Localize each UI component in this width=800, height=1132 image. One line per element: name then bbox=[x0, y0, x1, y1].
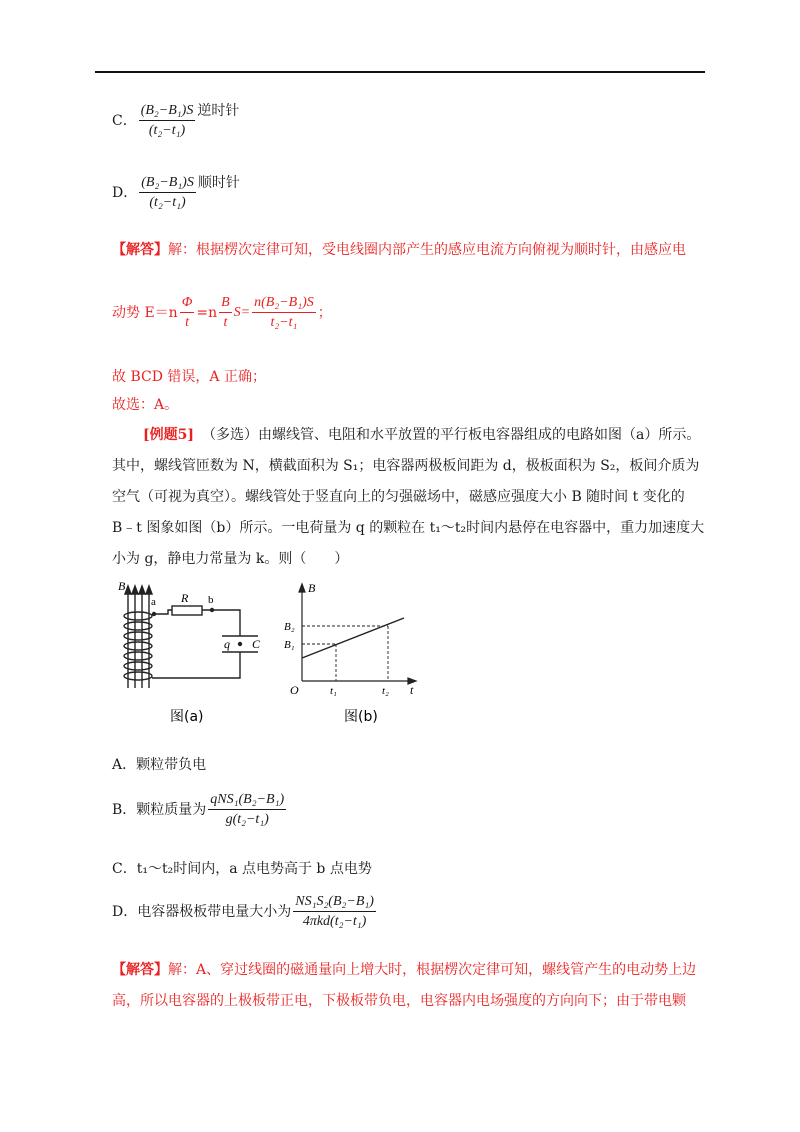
choice-d: D．电容器极板带电量大小为 $\frac{\text{NS₁S₂(B₂−B₁)}}{\text{4πkd(t₂−t₁)}}$ bbox=[112, 894, 374, 929]
label-r: R bbox=[181, 591, 189, 605]
graph-label-b1: B₁ bbox=[284, 639, 295, 651]
label-q: q bbox=[224, 637, 230, 651]
answer-line-3: 故 BCD 错误，A 正确； bbox=[112, 369, 266, 385]
answer2-line-1: 【解答】解：A、穿过线圈的磁通量向上增大时，根据楞次定律可知，螺线管产生的电动势上边 bbox=[112, 962, 697, 978]
answer-line-2: 动势 E＝n $\frac{\Phi}{t}$ =n $\frac{B}{t}$ S= $\frac{\text{n(B₂−B₁)S}}{\text{t₂−t₁}}$ ； bbox=[112, 295, 332, 330]
example-line-4: B﹣t 图象如图（b）所示。一电荷量为 q 的颗粒在 t₁～t₂时间内悬停在电容器中，重力加速度大 bbox=[112, 520, 705, 536]
label-a: a bbox=[151, 596, 156, 608]
graph-label-t1: t₁ bbox=[330, 685, 337, 697]
example-line-2: 其中，螺线管匝数为 N，横截面积为 S₁；电容器两极板间距为 d，极板面积为 S₂，板间介质为 bbox=[112, 458, 700, 474]
choice-b: B．颗粒质量为 $\frac{\text{qNS₁(B₂−B₁)}}{\text{g(t₂−t₁)}}$ bbox=[112, 792, 285, 827]
example-line-3: 空气（可视为真空）。螺线管处于竖直向上的匀强磁场中，磁感应强度大小 B 随时间 t 变化的 bbox=[112, 489, 685, 505]
fraction-result: $\frac{\text{n(B₂−B₁)S}}{\text{t₂−t₁}}$ bbox=[254, 295, 314, 330]
label-c: C bbox=[252, 637, 261, 651]
label-b-field: B bbox=[118, 579, 126, 593]
caption-b: 图(b) bbox=[344, 709, 378, 725]
label-b: b bbox=[208, 594, 214, 606]
fraction: $\frac{\text{(B₂−B₁)S}}{\text{(t₂−t₁)}}$ bbox=[141, 175, 194, 210]
example-line-1: [例题5] （多选）由螺线管、电阻和水平放置的平行板电容器组成的电路如图（a）所示。 bbox=[143, 427, 701, 443]
graph-label-b2: B₂ bbox=[284, 621, 295, 633]
caption-a: 图(a) bbox=[170, 709, 204, 725]
figure-b-graph bbox=[299, 584, 416, 684]
fraction-b-t: $\frac{B}{t}$ bbox=[221, 295, 230, 330]
answer2-line-2: 高，所以电容器的上极板带正电，下极板带负电，电容器内电场强度的方向向下；由于带电颗 bbox=[112, 993, 686, 1009]
option-c: C． $\frac{\text{(B₂−B₁)S}}{\text{(t₂−t₁)}}$ 逆时针 bbox=[112, 103, 240, 138]
node-b bbox=[210, 608, 214, 612]
choice-a: A．颗粒带负电 bbox=[112, 757, 207, 773]
graph-origin: O bbox=[290, 683, 299, 697]
circuit-and-graph bbox=[112, 578, 432, 728]
figure bbox=[112, 578, 432, 732]
fraction: $\frac{\text{(B₂−B₁)S}}{\text{(t₂−t₁)}}$ bbox=[140, 103, 194, 138]
choice-c: C．t₁～t₂时间内，a 点电势高于 b 点电势 bbox=[112, 861, 372, 877]
fraction-charge: $\frac{\text{NS₁S₂(B₂−B₁)}}{\text{4πkd(t₂−t₁)}}$ bbox=[295, 894, 374, 929]
graph-label-t2: t₂ bbox=[382, 685, 389, 697]
header-rule bbox=[95, 71, 705, 73]
charged-particle bbox=[238, 642, 242, 646]
graph-axis-b: B bbox=[308, 581, 316, 595]
answer-line-1: 【解答】解：根据楞次定律可知，受电线圈内部产生的感应电流方向俯视为顺时针，由感应电 bbox=[112, 242, 686, 258]
fraction-mass: $\frac{\text{qNS₁(B₂−B₁)}}{\text{g(t₂−t₁)}}$ bbox=[210, 792, 285, 827]
option-d: D． $\frac{\text{(B₂−B₁)S}}{\text{(t₂−t₁)}}$ 顺时针 bbox=[112, 175, 240, 210]
example-line-5: 小为 g，静电力常量为 k。则（ ） bbox=[112, 551, 349, 567]
figure-a-circuit bbox=[124, 586, 258, 688]
fraction-phi-t: $\frac{\Phi}{t}$ bbox=[181, 295, 193, 330]
node-a bbox=[152, 612, 156, 616]
answer-line-4: 故选：A。 bbox=[112, 397, 179, 413]
graph-axis-t: t bbox=[410, 683, 414, 697]
